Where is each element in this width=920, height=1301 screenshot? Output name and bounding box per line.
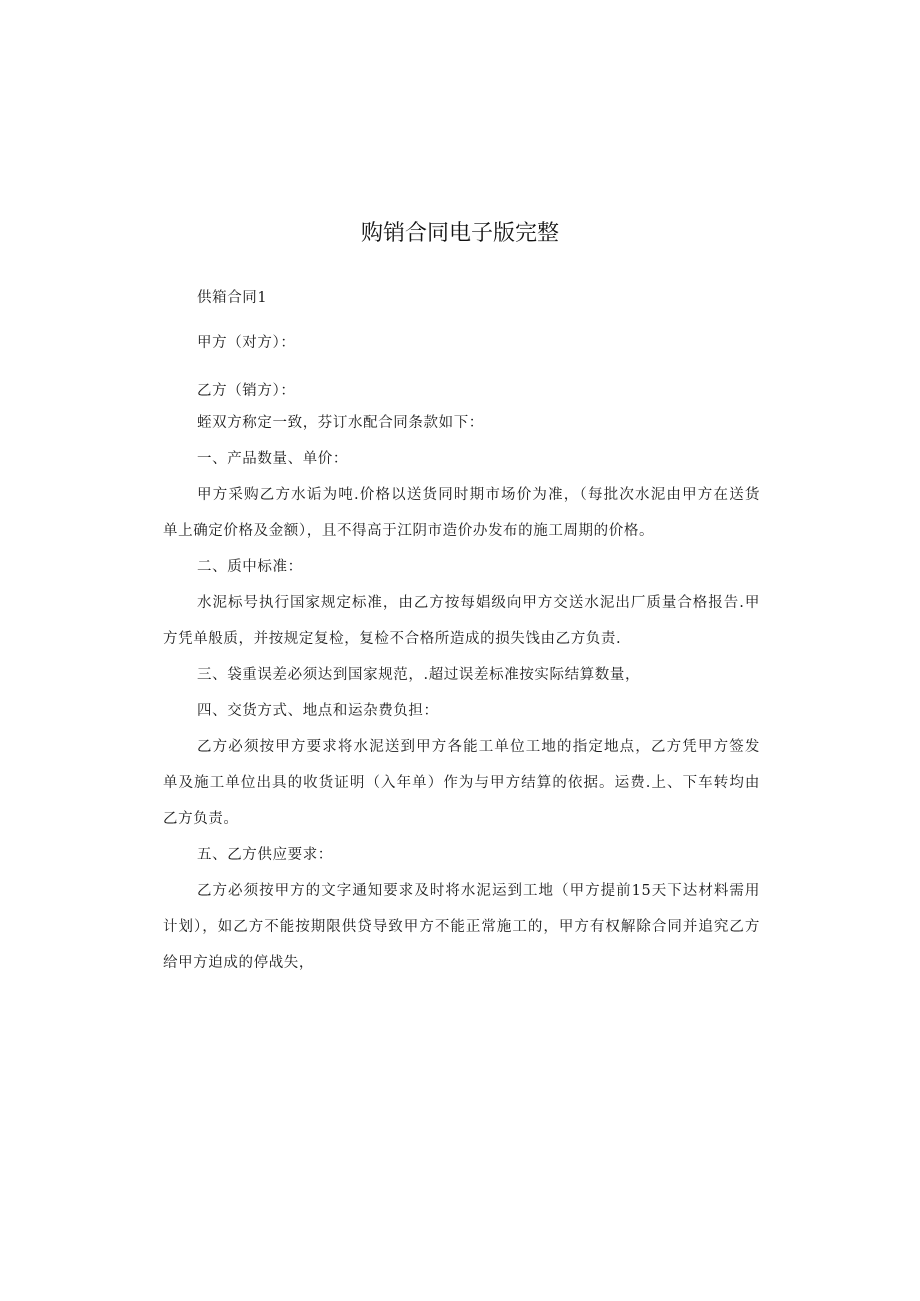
section3-text: 三、袋重误差必须达到国家规范，.超过误差标准按实际结算数量， <box>197 667 641 683</box>
section5-heading: 五、乙方供应要求： <box>197 847 333 863</box>
section5-line-2: 计划），如乙方不能按期限供贷导致甲方不能正常施工的，甲方有权解除合同并追究乙方 <box>163 919 760 935</box>
party-b-text: 乙方（销方）： <box>197 383 296 399</box>
section4-line-1: 乙方必须按甲方要求将水泥送到甲方各能工单位工地的指定地点，乙方凭甲方签发 <box>197 739 760 755</box>
section5-line-1: 乙方必须按甲方的文字通知要求及时将水泥运到工地（甲方提前15天下达材料需用 <box>197 883 760 899</box>
section4-heading: 四、交货方式、地点和运杂费负担： <box>197 703 439 719</box>
section2-heading: 二、质中标准： <box>197 559 303 575</box>
section1-heading: 一、产品数量、单价： <box>197 451 348 467</box>
contract-name-text: 供箱合同1 <box>197 290 268 306</box>
section4-line-2: 单及施工单位出具的收货证明（入年单）作为与甲方结算的依据。运费.上、下车转均由 <box>163 775 760 791</box>
party-b-block <box>163 373 760 981</box>
section1-line-2: 单上确定价格及金额），且不得高于江阴市造价办发布的施工周期的价格。 <box>163 523 655 539</box>
party-a <box>163 325 760 361</box>
section2-line-2: 方凭单般质，并按规定复检，复检不合格所造成的损失饯由乙方负责. <box>163 631 622 647</box>
contract-name <box>163 280 760 316</box>
section5-line-3: 给甲方迫成的停战失， <box>163 955 314 971</box>
section4-line-3: 乙方负责。 <box>163 811 239 827</box>
section1-line-1: 甲方采购乙方水诟为吨.价格以送货同时期市场价为准，（每批次水泥由甲方在送货 <box>197 487 760 503</box>
document-title: 购销合同电子版完整 <box>360 221 559 246</box>
intro-text: 蛭双方称定一致，芬订水配合同条款如下： <box>197 415 484 431</box>
section2-line-1: 水泥标号执行国家规定标准，由乙方按每娼级向甲方交送水泥出厂质量合格报告.甲 <box>197 595 760 611</box>
party-a-text: 甲方（对方）： <box>197 335 296 351</box>
